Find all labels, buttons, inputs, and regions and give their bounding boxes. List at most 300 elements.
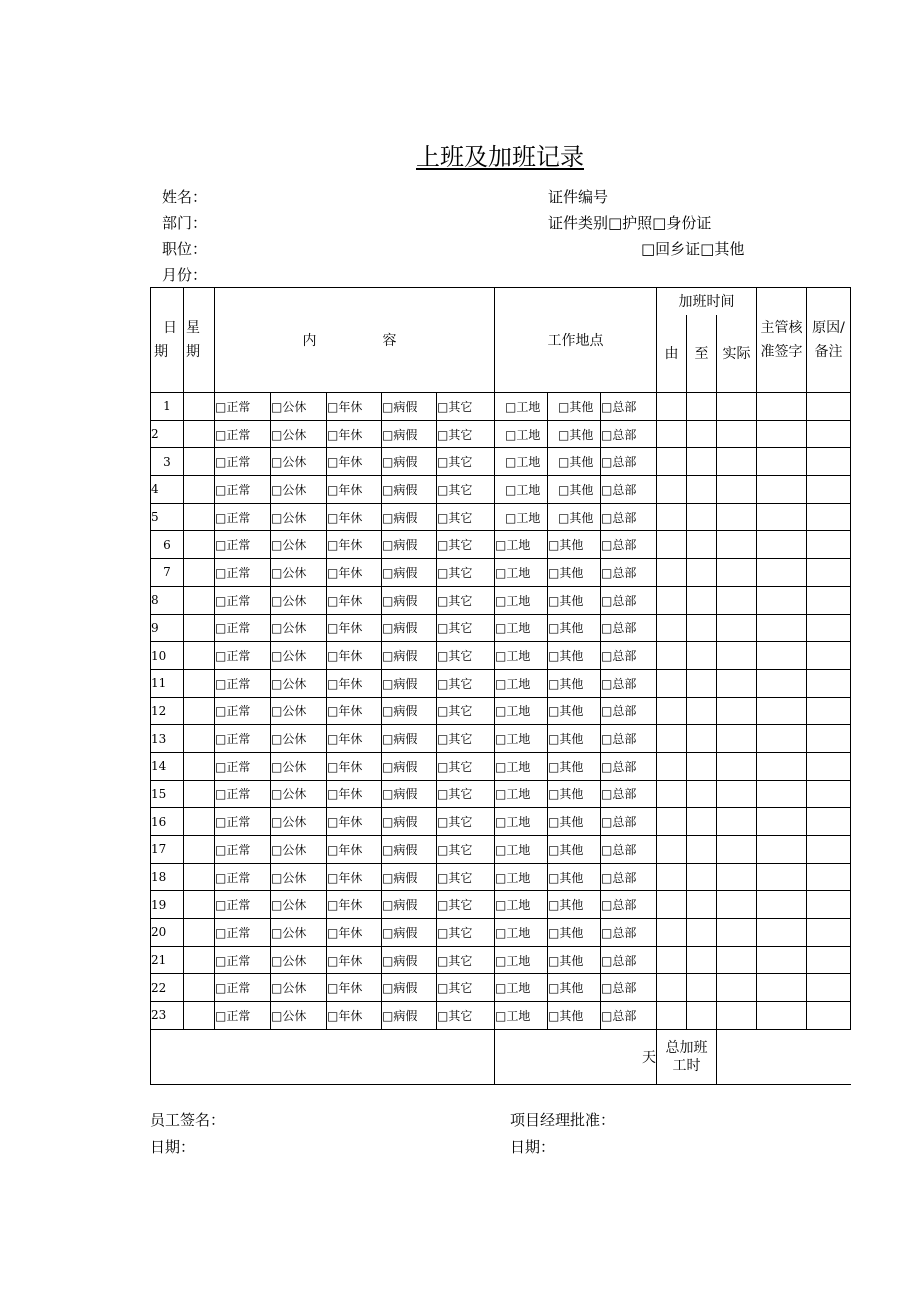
content-option-checkbox[interactable]: □其它 [437,780,495,808]
content-option-checkbox[interactable]: □正常 [215,863,271,891]
reason-remark-cell[interactable] [807,808,851,836]
location-option-checkbox[interactable]: □其他 [548,420,601,448]
overtime-from-cell[interactable] [657,559,687,587]
weekday-cell[interactable] [184,614,215,642]
content-option-checkbox[interactable]: □病假 [382,836,437,864]
content-option-checkbox[interactable]: □正常 [215,476,271,504]
overtime-actual-cell[interactable] [717,863,757,891]
content-option-checkbox[interactable]: □病假 [382,808,437,836]
reason-remark-cell[interactable] [807,448,851,476]
overtime-actual-cell[interactable] [717,559,757,587]
supervisor-signature-cell[interactable] [757,919,807,947]
location-option-checkbox[interactable]: □总部 [601,891,657,919]
reason-remark-cell[interactable] [807,974,851,1002]
location-option-checkbox[interactable]: □工地 [495,780,548,808]
content-option-checkbox[interactable]: □正常 [215,697,271,725]
content-option-checkbox[interactable]: □年休 [327,725,382,753]
content-option-checkbox[interactable]: □正常 [215,642,271,670]
content-option-checkbox[interactable]: □年休 [327,476,382,504]
overtime-actual-cell[interactable] [717,531,757,559]
overtime-actual-cell[interactable] [717,503,757,531]
content-option-checkbox[interactable]: □正常 [215,836,271,864]
overtime-to-cell[interactable] [687,752,717,780]
reason-remark-cell[interactable] [807,946,851,974]
reason-remark-cell[interactable] [807,393,851,421]
location-option-checkbox[interactable]: □总部 [601,919,657,947]
overtime-from-cell[interactable] [657,752,687,780]
overtime-to-cell[interactable] [687,725,717,753]
content-option-checkbox[interactable]: □公休 [271,863,327,891]
overtime-to-cell[interactable] [687,946,717,974]
content-option-checkbox[interactable]: □年休 [327,642,382,670]
content-option-checkbox[interactable]: □病假 [382,559,437,587]
content-option-checkbox[interactable]: □病假 [382,725,437,753]
location-option-checkbox[interactable]: □其他 [548,448,601,476]
content-option-checkbox[interactable]: □公休 [271,697,327,725]
overtime-to-cell[interactable] [687,448,717,476]
supervisor-signature-cell[interactable] [757,476,807,504]
content-option-checkbox[interactable]: □正常 [215,1002,271,1030]
content-option-checkbox[interactable]: □公休 [271,448,327,476]
content-option-checkbox[interactable]: □公休 [271,974,327,1002]
overtime-actual-cell[interactable] [717,1002,757,1030]
weekday-cell[interactable] [184,697,215,725]
overtime-actual-cell[interactable] [717,725,757,753]
overtime-from-cell[interactable] [657,531,687,559]
overtime-to-cell[interactable] [687,974,717,1002]
content-option-checkbox[interactable]: □病假 [382,531,437,559]
weekday-cell[interactable] [184,669,215,697]
content-option-checkbox[interactable]: □公休 [271,919,327,947]
location-option-checkbox[interactable]: □工地 [495,503,548,531]
overtime-from-cell[interactable] [657,863,687,891]
location-option-checkbox[interactable]: □总部 [601,808,657,836]
content-option-checkbox[interactable]: □公休 [271,559,327,587]
location-option-checkbox[interactable]: □其他 [548,891,601,919]
weekday-cell[interactable] [184,476,215,504]
overtime-actual-cell[interactable] [717,448,757,476]
overtime-from-cell[interactable] [657,725,687,753]
weekday-cell[interactable] [184,780,215,808]
content-option-checkbox[interactable]: □其它 [437,669,495,697]
content-option-checkbox[interactable]: □正常 [215,559,271,587]
overtime-to-cell[interactable] [687,642,717,670]
overtime-actual-cell[interactable] [717,946,757,974]
supervisor-signature-cell[interactable] [757,614,807,642]
content-option-checkbox[interactable]: □其它 [437,974,495,1002]
location-option-checkbox[interactable]: □其他 [548,1002,601,1030]
weekday-cell[interactable] [184,642,215,670]
weekday-cell[interactable] [184,974,215,1002]
total-days-cell[interactable] [495,1029,657,1084]
overtime-from-cell[interactable] [657,836,687,864]
weekday-cell[interactable] [184,420,215,448]
overtime-actual-cell[interactable] [717,586,757,614]
content-option-checkbox[interactable]: □年休 [327,669,382,697]
reason-remark-cell[interactable] [807,642,851,670]
content-option-checkbox[interactable]: □其它 [437,476,495,504]
content-option-checkbox[interactable]: □正常 [215,448,271,476]
location-option-checkbox[interactable]: □总部 [601,586,657,614]
content-option-checkbox[interactable]: □其它 [437,836,495,864]
weekday-cell[interactable] [184,863,215,891]
overtime-from-cell[interactable] [657,393,687,421]
id-type-options-line2[interactable]: □回乡证□其他 [641,240,745,258]
supervisor-signature-cell[interactable] [757,891,807,919]
content-option-checkbox[interactable]: □其它 [437,559,495,587]
location-option-checkbox[interactable]: □工地 [495,946,548,974]
supervisor-signature-cell[interactable] [757,531,807,559]
content-option-checkbox[interactable]: □病假 [382,974,437,1002]
overtime-from-cell[interactable] [657,891,687,919]
content-option-checkbox[interactable]: □公休 [271,808,327,836]
content-option-checkbox[interactable]: □公休 [271,946,327,974]
overtime-to-cell[interactable] [687,891,717,919]
location-option-checkbox[interactable]: □其他 [548,393,601,421]
location-option-checkbox[interactable]: □工地 [495,669,548,697]
content-option-checkbox[interactable]: □公休 [271,614,327,642]
location-option-checkbox[interactable]: □工地 [495,642,548,670]
content-option-checkbox[interactable]: □病假 [382,697,437,725]
reason-remark-cell[interactable] [807,725,851,753]
content-option-checkbox[interactable]: □公休 [271,420,327,448]
location-option-checkbox[interactable]: □总部 [601,614,657,642]
location-option-checkbox[interactable]: □其他 [548,780,601,808]
location-option-checkbox[interactable]: □总部 [601,503,657,531]
content-option-checkbox[interactable]: □公休 [271,669,327,697]
supervisor-signature-cell[interactable] [757,420,807,448]
supervisor-signature-cell[interactable] [757,642,807,670]
location-option-checkbox[interactable]: □工地 [495,725,548,753]
weekday-cell[interactable] [184,891,215,919]
content-option-checkbox[interactable]: □年休 [327,531,382,559]
content-option-checkbox[interactable]: □正常 [215,531,271,559]
overtime-actual-cell[interactable] [717,974,757,1002]
overtime-to-cell[interactable] [687,393,717,421]
content-option-checkbox[interactable]: □年休 [327,919,382,947]
overtime-to-cell[interactable] [687,780,717,808]
content-option-checkbox[interactable]: □病假 [382,891,437,919]
content-option-checkbox[interactable]: □病假 [382,669,437,697]
location-option-checkbox[interactable]: □总部 [601,669,657,697]
content-option-checkbox[interactable]: □其它 [437,697,495,725]
location-option-checkbox[interactable]: □其他 [548,586,601,614]
content-option-checkbox[interactable]: □正常 [215,586,271,614]
content-option-checkbox[interactable]: □正常 [215,891,271,919]
content-option-checkbox[interactable]: □病假 [382,863,437,891]
content-option-checkbox[interactable]: □病假 [382,1002,437,1030]
location-option-checkbox[interactable]: □总部 [601,559,657,587]
weekday-cell[interactable] [184,1002,215,1030]
content-option-checkbox[interactable]: □其它 [437,891,495,919]
content-option-checkbox[interactable]: □其它 [437,946,495,974]
overtime-from-cell[interactable] [657,697,687,725]
overtime-from-cell[interactable] [657,448,687,476]
location-option-checkbox[interactable]: □总部 [601,780,657,808]
content-option-checkbox[interactable]: □病假 [382,919,437,947]
location-option-checkbox[interactable]: □其他 [548,808,601,836]
overtime-from-cell[interactable] [657,642,687,670]
content-option-checkbox[interactable]: □正常 [215,503,271,531]
location-option-checkbox[interactable]: □其他 [548,697,601,725]
overtime-actual-cell[interactable] [717,476,757,504]
content-option-checkbox[interactable]: □公休 [271,642,327,670]
location-option-checkbox[interactable]: □工地 [495,1002,548,1030]
reason-remark-cell[interactable] [807,503,851,531]
content-option-checkbox[interactable]: □病假 [382,586,437,614]
weekday-cell[interactable] [184,808,215,836]
content-option-checkbox[interactable]: □其它 [437,420,495,448]
content-option-checkbox[interactable]: □正常 [215,752,271,780]
content-option-checkbox[interactable]: □正常 [215,614,271,642]
content-option-checkbox[interactable]: □正常 [215,725,271,753]
weekday-cell[interactable] [184,836,215,864]
reason-remark-cell[interactable] [807,836,851,864]
content-option-checkbox[interactable]: □年休 [327,1002,382,1030]
overtime-to-cell[interactable] [687,476,717,504]
content-option-checkbox[interactable]: □病假 [382,503,437,531]
overtime-to-cell[interactable] [687,614,717,642]
supervisor-signature-cell[interactable] [757,725,807,753]
location-option-checkbox[interactable]: □其他 [548,974,601,1002]
supervisor-signature-cell[interactable] [757,752,807,780]
overtime-from-cell[interactable] [657,974,687,1002]
overtime-to-cell[interactable] [687,1002,717,1030]
location-option-checkbox[interactable]: □总部 [601,863,657,891]
overtime-from-cell[interactable] [657,669,687,697]
overtime-actual-cell[interactable] [717,919,757,947]
content-option-checkbox[interactable]: □正常 [215,393,271,421]
supervisor-signature-cell[interactable] [757,448,807,476]
content-option-checkbox[interactable]: □年休 [327,808,382,836]
content-option-checkbox[interactable]: □正常 [215,946,271,974]
content-option-checkbox[interactable]: □病假 [382,448,437,476]
overtime-actual-cell[interactable] [717,642,757,670]
content-option-checkbox[interactable]: □公休 [271,476,327,504]
overtime-to-cell[interactable] [687,863,717,891]
location-option-checkbox[interactable]: □其他 [548,642,601,670]
content-option-checkbox[interactable]: □年休 [327,974,382,1002]
content-option-checkbox[interactable]: □年休 [327,420,382,448]
location-option-checkbox[interactable]: □总部 [601,642,657,670]
weekday-cell[interactable] [184,946,215,974]
supervisor-signature-cell[interactable] [757,974,807,1002]
location-option-checkbox[interactable]: □其他 [548,614,601,642]
location-option-checkbox[interactable]: □工地 [495,863,548,891]
content-option-checkbox[interactable]: □其它 [437,503,495,531]
content-option-checkbox[interactable]: □其它 [437,531,495,559]
content-option-checkbox[interactable]: □公休 [271,1002,327,1030]
content-option-checkbox[interactable]: □正常 [215,974,271,1002]
supervisor-signature-cell[interactable] [757,808,807,836]
location-option-checkbox[interactable]: □其他 [548,725,601,753]
content-option-checkbox[interactable]: □病假 [382,752,437,780]
location-option-checkbox[interactable]: □工地 [495,559,548,587]
reason-remark-cell[interactable] [807,919,851,947]
supervisor-signature-cell[interactable] [757,393,807,421]
content-option-checkbox[interactable]: □其它 [437,863,495,891]
location-option-checkbox[interactable]: □其他 [548,946,601,974]
content-option-checkbox[interactable]: □公休 [271,780,327,808]
location-option-checkbox[interactable]: □总部 [601,752,657,780]
total-overtime-value-cell[interactable] [717,1029,851,1084]
reason-remark-cell[interactable] [807,476,851,504]
location-option-checkbox[interactable]: □其他 [548,752,601,780]
content-option-checkbox[interactable]: □正常 [215,808,271,836]
weekday-cell[interactable] [184,531,215,559]
reason-remark-cell[interactable] [807,863,851,891]
reason-remark-cell[interactable] [807,669,851,697]
content-option-checkbox[interactable]: □其它 [437,725,495,753]
location-option-checkbox[interactable]: □总部 [601,946,657,974]
overtime-to-cell[interactable] [687,808,717,836]
overtime-from-cell[interactable] [657,780,687,808]
content-option-checkbox[interactable]: □病假 [382,946,437,974]
weekday-cell[interactable] [184,559,215,587]
reason-remark-cell[interactable] [807,780,851,808]
supervisor-signature-cell[interactable] [757,836,807,864]
content-option-checkbox[interactable]: □公休 [271,752,327,780]
content-option-checkbox[interactable]: □其它 [437,614,495,642]
content-option-checkbox[interactable]: □年休 [327,559,382,587]
location-option-checkbox[interactable]: □总部 [601,1002,657,1030]
location-option-checkbox[interactable]: □工地 [495,586,548,614]
supervisor-signature-cell[interactable] [757,503,807,531]
content-option-checkbox[interactable]: □正常 [215,669,271,697]
location-option-checkbox[interactable]: □总部 [601,531,657,559]
content-option-checkbox[interactable]: □年休 [327,393,382,421]
reason-remark-cell[interactable] [807,614,851,642]
overtime-from-cell[interactable] [657,476,687,504]
overtime-actual-cell[interactable] [717,669,757,697]
content-option-checkbox[interactable]: □年休 [327,752,382,780]
overtime-to-cell[interactable] [687,697,717,725]
overtime-to-cell[interactable] [687,586,717,614]
overtime-to-cell[interactable] [687,503,717,531]
location-option-checkbox[interactable]: □工地 [495,919,548,947]
content-option-checkbox[interactable]: □其它 [437,919,495,947]
location-option-checkbox[interactable]: □其他 [548,531,601,559]
overtime-actual-cell[interactable] [717,393,757,421]
overtime-to-cell[interactable] [687,531,717,559]
supervisor-signature-cell[interactable] [757,697,807,725]
content-option-checkbox[interactable]: □其它 [437,752,495,780]
weekday-cell[interactable] [184,503,215,531]
overtime-from-cell[interactable] [657,420,687,448]
content-option-checkbox[interactable]: □病假 [382,780,437,808]
location-option-checkbox[interactable]: □工地 [495,891,548,919]
overtime-from-cell[interactable] [657,503,687,531]
supervisor-signature-cell[interactable] [757,1002,807,1030]
content-option-checkbox[interactable]: □正常 [215,919,271,947]
weekday-cell[interactable] [184,919,215,947]
content-option-checkbox[interactable]: □年休 [327,586,382,614]
location-option-checkbox[interactable]: □其他 [548,503,601,531]
overtime-actual-cell[interactable] [717,780,757,808]
content-option-checkbox[interactable]: □其它 [437,642,495,670]
content-option-checkbox[interactable]: □病假 [382,393,437,421]
content-option-checkbox[interactable]: □其它 [437,586,495,614]
content-option-checkbox[interactable]: □病假 [382,642,437,670]
weekday-cell[interactable] [184,752,215,780]
location-option-checkbox[interactable]: □总部 [601,476,657,504]
reason-remark-cell[interactable] [807,752,851,780]
reason-remark-cell[interactable] [807,586,851,614]
weekday-cell[interactable] [184,586,215,614]
overtime-actual-cell[interactable] [717,752,757,780]
location-option-checkbox[interactable]: □工地 [495,476,548,504]
location-option-checkbox[interactable]: □其他 [548,919,601,947]
weekday-cell[interactable] [184,448,215,476]
overtime-actual-cell[interactable] [717,808,757,836]
overtime-from-cell[interactable] [657,1002,687,1030]
location-option-checkbox[interactable]: □其他 [548,669,601,697]
location-option-checkbox[interactable]: □总部 [601,697,657,725]
content-option-checkbox[interactable]: □其它 [437,808,495,836]
reason-remark-cell[interactable] [807,697,851,725]
content-option-checkbox[interactable]: □年休 [327,863,382,891]
overtime-from-cell[interactable] [657,919,687,947]
overtime-actual-cell[interactable] [717,891,757,919]
content-option-checkbox[interactable]: □年休 [327,891,382,919]
location-option-checkbox[interactable]: □其他 [548,559,601,587]
supervisor-signature-cell[interactable] [757,559,807,587]
content-option-checkbox[interactable]: □年休 [327,448,382,476]
overtime-to-cell[interactable] [687,669,717,697]
overtime-actual-cell[interactable] [717,697,757,725]
overtime-actual-cell[interactable] [717,614,757,642]
location-option-checkbox[interactable]: □工地 [495,697,548,725]
supervisor-signature-cell[interactable] [757,669,807,697]
overtime-from-cell[interactable] [657,614,687,642]
location-option-checkbox[interactable]: □总部 [601,725,657,753]
location-option-checkbox[interactable]: □工地 [495,393,548,421]
content-option-checkbox[interactable]: □病假 [382,476,437,504]
content-option-checkbox[interactable]: □公休 [271,836,327,864]
location-option-checkbox[interactable]: □总部 [601,420,657,448]
content-option-checkbox[interactable]: □其它 [437,448,495,476]
content-option-checkbox[interactable]: □正常 [215,420,271,448]
supervisor-signature-cell[interactable] [757,780,807,808]
content-option-checkbox[interactable]: □年休 [327,697,382,725]
overtime-from-cell[interactable] [657,946,687,974]
weekday-cell[interactable] [184,393,215,421]
content-option-checkbox[interactable]: □病假 [382,420,437,448]
content-option-checkbox[interactable]: □公休 [271,503,327,531]
content-option-checkbox[interactable]: □年休 [327,503,382,531]
overtime-to-cell[interactable] [687,559,717,587]
overtime-from-cell[interactable] [657,808,687,836]
overtime-to-cell[interactable] [687,919,717,947]
location-option-checkbox[interactable]: □工地 [495,974,548,1002]
content-option-checkbox[interactable]: □公休 [271,725,327,753]
content-option-checkbox[interactable]: □公休 [271,891,327,919]
reason-remark-cell[interactable] [807,420,851,448]
overtime-actual-cell[interactable] [717,420,757,448]
location-option-checkbox[interactable]: □其他 [548,863,601,891]
location-option-checkbox[interactable]: □工地 [495,836,548,864]
supervisor-signature-cell[interactable] [757,946,807,974]
content-option-checkbox[interactable]: □正常 [215,780,271,808]
reason-remark-cell[interactable] [807,891,851,919]
supervisor-signature-cell[interactable] [757,586,807,614]
overtime-actual-cell[interactable] [717,836,757,864]
content-option-checkbox[interactable]: □病假 [382,614,437,642]
location-option-checkbox[interactable]: □工地 [495,808,548,836]
location-option-checkbox[interactable]: □总部 [601,974,657,1002]
reason-remark-cell[interactable] [807,1002,851,1030]
location-option-checkbox[interactable]: □其他 [548,836,601,864]
